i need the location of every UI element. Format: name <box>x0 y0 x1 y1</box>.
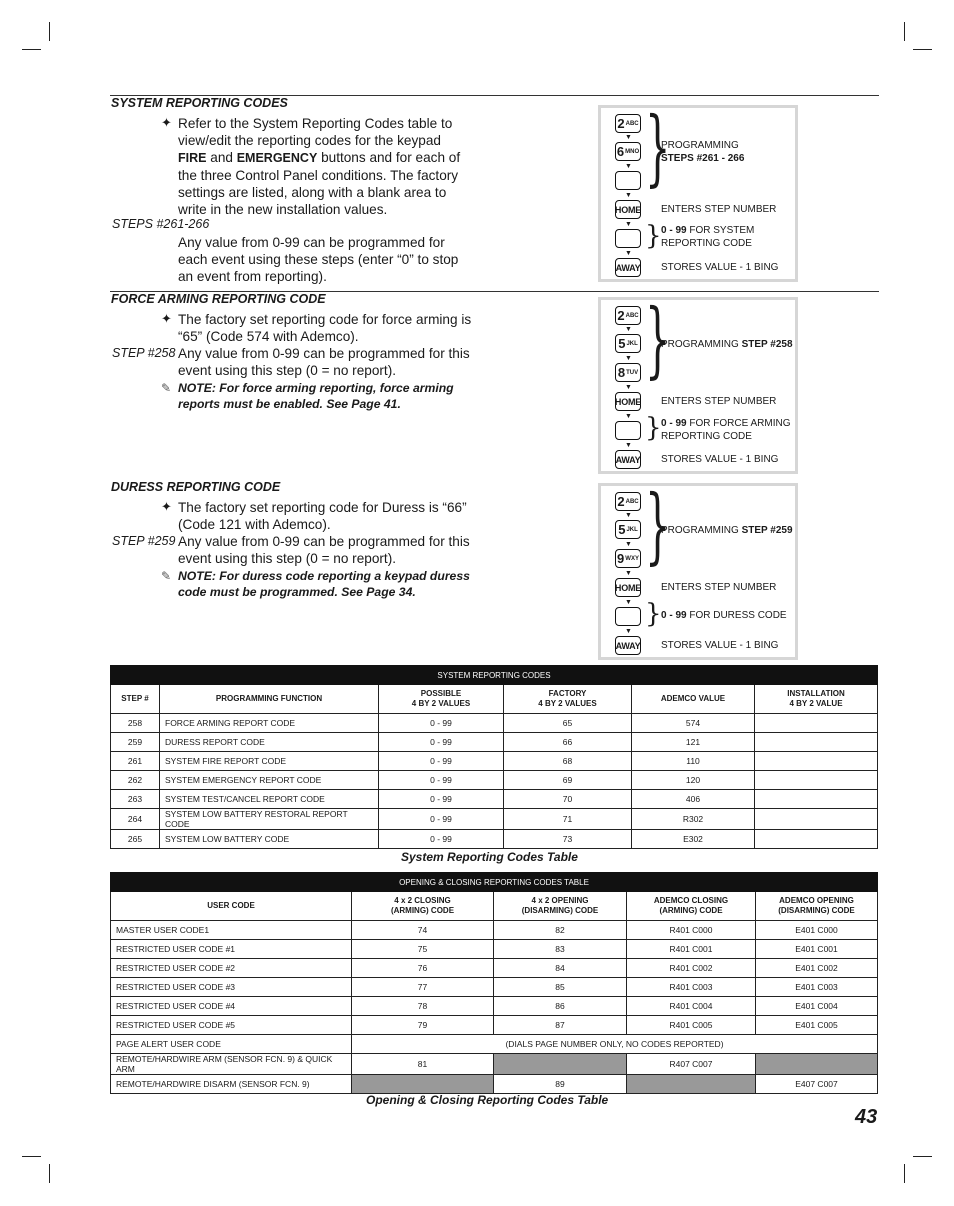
programming-label: PROGRAMMING STEP #259 <box>661 525 793 536</box>
table-cell: 261 <box>111 752 160 771</box>
table-cell: R302 <box>632 809 755 830</box>
star-bullet-icon: ✦ <box>161 115 172 130</box>
table-title: OPENING & CLOSING REPORTING CODES TABLE <box>111 873 878 892</box>
column-header: POSSIBLE 4 BY 2 VALUES <box>379 685 504 714</box>
crop-mark <box>904 22 905 41</box>
duress-note: NOTE: For duress code reporting a keypad duress code must be programmed. See Page 34. <box>178 569 470 599</box>
blank-key-icon <box>615 421 641 440</box>
keypad-sequence-box <box>598 101 798 282</box>
away-key-icon: AWAY <box>615 258 641 277</box>
step-label: STEP #259 <box>112 534 176 548</box>
table-cell: 258 <box>111 714 160 733</box>
range-label: 0 - 99 FOR SYSTEM REPORTING CODE <box>661 225 755 249</box>
table-cell: 262 <box>111 771 160 790</box>
table-cell: E401 C005 <box>756 1016 878 1035</box>
down-arrow-icon: ▼ <box>625 442 632 449</box>
table-row <box>111 752 878 771</box>
table-cell: 86 <box>494 997 627 1016</box>
key-2-icon: 2 ABC <box>615 306 641 325</box>
system-paragraph-2: Any value from 0-99 can be programmed for each event using these steps (enter “0” to stop an event from reporting). <box>178 235 459 284</box>
column-header: ADEMCO CLOSING (ARMING) CODE <box>627 892 756 921</box>
down-arrow-icon: ▼ <box>625 221 632 228</box>
stores-label: STORES VALUE - 1 BING <box>661 640 779 651</box>
table-cell: 76 <box>352 959 494 978</box>
table-cell: 84 <box>494 959 627 978</box>
table-cell: R401 C005 <box>627 1016 756 1035</box>
table-cell: 264 <box>111 809 160 830</box>
table-cell: 263 <box>111 790 160 809</box>
table-row <box>111 997 878 1016</box>
crop-mark <box>904 1164 905 1183</box>
table-title: SYSTEM REPORTING CODES <box>111 666 878 685</box>
table-cell: R401 C004 <box>627 997 756 1016</box>
table-cell: RESTRICTED USER CODE #1 <box>111 940 352 959</box>
range-label: 0 - 99 FOR FORCE ARMING REPORTING CODE <box>661 418 791 442</box>
brace-icon: } <box>645 101 671 197</box>
down-arrow-icon: ▼ <box>625 384 632 391</box>
table-cell: 65 <box>504 714 632 733</box>
stores-label: STORES VALUE - 1 BING <box>661 454 779 465</box>
crop-mark <box>913 1156 932 1157</box>
section-title-system: SYSTEM REPORTING CODES <box>111 96 288 110</box>
table-cell: R401 C003 <box>627 978 756 997</box>
table-cell <box>755 830 878 849</box>
table-cell: R401 C002 <box>627 959 756 978</box>
home-key-icon: HOME <box>615 392 641 411</box>
table-cell: E401 C001 <box>756 940 878 959</box>
system-paragraph-1: Refer to the System Reporting Codes table to view/edit the reporting codes for the keypad FIRE and EMERGENCY buttons and for each of the three Control Panel conditions. The factory settings are listed, along with a blank area to write in the new installation values. <box>178 116 461 217</box>
home-key-icon: HOME <box>615 578 641 597</box>
table-cell: R401 C000 <box>627 921 756 940</box>
column-header: USER CODE <box>111 892 352 921</box>
away-key-icon: AWAY <box>615 450 641 469</box>
duress-paragraph-1: The factory set reporting code for Duress is “66” (Code 121 with Ademco). <box>178 500 467 532</box>
programming-label: PROGRAMMING STEPS #261 - 266 <box>661 140 745 164</box>
programming-label: PROGRAMMING STEP #258 <box>661 339 793 350</box>
table-row <box>111 733 878 752</box>
brace-icon: } <box>645 221 662 251</box>
table-cell: 89 <box>494 1075 627 1094</box>
key-5-icon: 5 JKL <box>615 520 641 539</box>
table-cell: SYSTEM EMERGENCY REPORT CODE <box>160 771 379 790</box>
duress-paragraph-2: Any value from 0-99 can be programmed for this event using this step (0 = no report). <box>178 534 470 566</box>
table-cell: 406 <box>632 790 755 809</box>
table-cell: MASTER USER CODE1 <box>111 921 352 940</box>
table-cell: SYSTEM LOW BATTERY CODE <box>160 830 379 849</box>
table-header-row <box>111 685 878 714</box>
table-cell: 0 - 99 <box>379 809 504 830</box>
table-cell: SYSTEM TEST/CANCEL REPORT CODE <box>160 790 379 809</box>
table-cell: SYSTEM LOW BATTERY RESTORAL REPORT CODE <box>160 809 379 830</box>
table-cell: REMOTE/HARDWIRE ARM (SENSOR FCN. 9) & QUICK ARM <box>111 1054 352 1075</box>
table-cell: 73 <box>504 830 632 849</box>
table-cell <box>755 790 878 809</box>
brace-icon: } <box>645 599 662 629</box>
section-title-force: FORCE ARMING REPORTING CODE <box>111 292 326 306</box>
table-cell: E401 C003 <box>756 978 878 997</box>
blank-key-icon <box>615 607 641 626</box>
key-2-icon: 2 ABC <box>615 492 641 511</box>
column-header: 4 x 2 CLOSING (ARMING) CODE <box>352 892 494 921</box>
table-cell: 0 - 99 <box>379 830 504 849</box>
enters-label: ENTERS STEP NUMBER <box>661 396 777 407</box>
crop-mark <box>49 1164 50 1183</box>
table-cell: 0 - 99 <box>379 733 504 752</box>
column-header: INSTALLATION 4 BY 2 VALUE <box>755 685 878 714</box>
down-arrow-icon: ▼ <box>625 413 632 420</box>
key-8-icon: 8 TUV <box>615 363 641 382</box>
keypad-sequence-box <box>598 479 798 660</box>
down-arrow-icon: ▼ <box>625 512 632 519</box>
table-cell: 85 <box>494 978 627 997</box>
table-cell <box>755 714 878 733</box>
table-cell: 265 <box>111 830 160 849</box>
table-cell: 77 <box>352 978 494 997</box>
table-cell: 110 <box>632 752 755 771</box>
table-cell: PAGE ALERT USER CODE <box>111 1035 352 1054</box>
table-row <box>111 714 878 733</box>
table-cell: 121 <box>632 733 755 752</box>
down-arrow-icon: ▼ <box>625 599 632 606</box>
table-cell: 120 <box>632 771 755 790</box>
force-note: NOTE: For force arming reporting, force arming reports must be enabled. See Page 41. <box>178 381 454 411</box>
table-cell: E401 C000 <box>756 921 878 940</box>
table-cell: 78 <box>352 997 494 1016</box>
table-row <box>111 1054 878 1075</box>
table-cell: 0 - 99 <box>379 714 504 733</box>
column-header: ADEMCO OPENING (DISARMING) CODE <box>756 892 878 921</box>
table-cell: E407 C007 <box>756 1075 878 1094</box>
star-bullet-icon: ✦ <box>161 311 172 326</box>
table-cell: (DIALS PAGE NUMBER ONLY, NO CODES REPORTED) <box>352 1035 878 1054</box>
table-cell: RESTRICTED USER CODE #5 <box>111 1016 352 1035</box>
column-header: PROGRAMMING FUNCTION <box>160 685 379 714</box>
key-6-icon: 6 MNO <box>616 144 640 159</box>
home-key-icon: HOME <box>615 200 641 219</box>
table-cell: 66 <box>504 733 632 752</box>
column-header: FACTORY 4 BY 2 VALUES <box>504 685 632 714</box>
shaded-cell <box>494 1054 627 1075</box>
table-row <box>111 1016 878 1035</box>
table-header-row <box>111 892 878 921</box>
table-cell: RESTRICTED USER CODE #3 <box>111 978 352 997</box>
table-cell: 0 - 99 <box>379 771 504 790</box>
table-row <box>111 790 878 809</box>
step-label: STEP #258 <box>112 346 176 360</box>
section-title-duress: DURESS REPORTING CODE <box>111 480 281 494</box>
table-row <box>111 830 878 849</box>
table-caption: System Reporting Codes Table <box>401 850 578 864</box>
table-cell: E302 <box>632 830 755 849</box>
keypad-sequence-box <box>598 293 798 474</box>
down-arrow-icon: ▼ <box>625 355 632 362</box>
enters-label: ENTERS STEP NUMBER <box>661 204 777 215</box>
down-arrow-icon: ▼ <box>625 134 632 141</box>
table-row <box>111 1075 878 1094</box>
table-cell: REMOTE/HARDWIRE DISARM (SENSOR FCN. 9) <box>111 1075 352 1094</box>
table-cell <box>755 733 878 752</box>
table-cell: 0 - 99 <box>379 752 504 771</box>
table-cell <box>755 752 878 771</box>
table-cell: 75 <box>352 940 494 959</box>
table-cell: 71 <box>504 809 632 830</box>
crop-mark <box>913 49 932 50</box>
table-cell: 83 <box>494 940 627 959</box>
shaded-cell <box>352 1075 494 1094</box>
crop-mark <box>22 49 41 50</box>
table-row <box>111 771 878 790</box>
table-caption: Opening & Closing Reporting Codes Table <box>366 1093 609 1107</box>
key-9-icon: 9 WXY <box>615 549 641 568</box>
table-cell: 79 <box>352 1016 494 1035</box>
table-row <box>111 921 878 940</box>
down-arrow-icon: ▼ <box>625 541 632 548</box>
down-arrow-icon: ▼ <box>625 250 632 257</box>
steps-label: STEPS #261-266 <box>112 217 210 231</box>
down-arrow-icon: ▼ <box>625 192 632 199</box>
table-cell: E401 C004 <box>756 997 878 1016</box>
table-cell: 68 <box>504 752 632 771</box>
table-row <box>111 959 878 978</box>
enters-label: ENTERS STEP NUMBER <box>661 582 777 593</box>
table-cell: 87 <box>494 1016 627 1035</box>
brace-icon: } <box>645 293 671 389</box>
pencil-icon: ✎ <box>161 381 172 395</box>
shaded-cell <box>756 1054 878 1075</box>
table-row <box>111 940 878 959</box>
blank-key-icon <box>615 171 641 190</box>
column-header: 4 x 2 OPENING (DISARMING) CODE <box>494 892 627 921</box>
table-row <box>111 809 878 830</box>
table-cell: 69 <box>504 771 632 790</box>
table-cell: 81 <box>352 1054 494 1075</box>
table-cell: 259 <box>111 733 160 752</box>
brace-icon: } <box>645 479 671 575</box>
system-reporting-codes-table <box>110 665 878 849</box>
table-cell: R401 C001 <box>627 940 756 959</box>
crop-mark <box>49 22 50 41</box>
down-arrow-icon: ▼ <box>625 163 632 170</box>
star-bullet-icon: ✦ <box>161 499 172 514</box>
page-number: 43 <box>855 1106 878 1128</box>
down-arrow-icon: ▼ <box>625 628 632 635</box>
stores-label: STORES VALUE - 1 BING <box>661 262 779 273</box>
table-cell: RESTRICTED USER CODE #4 <box>111 997 352 1016</box>
table-cell: 70 <box>504 790 632 809</box>
range-label: 0 - 99 FOR DURESS CODE <box>661 610 787 621</box>
blank-key-icon <box>615 229 641 248</box>
table-cell: FORCE ARMING REPORT CODE <box>160 714 379 733</box>
table-cell: 0 - 99 <box>379 790 504 809</box>
brace-icon: } <box>645 413 662 443</box>
table-row <box>111 978 878 997</box>
table-cell: RESTRICTED USER CODE #2 <box>111 959 352 978</box>
force-paragraph-2: Any value from 0-99 can be programmed for this event using this step (0 = no report). <box>178 346 470 378</box>
down-arrow-icon: ▼ <box>625 326 632 333</box>
key-2-icon: 2 ABC <box>615 114 641 133</box>
shaded-cell <box>627 1075 756 1094</box>
force-paragraph-1: The factory set reporting code for force arming is “65” (Code 574 with Ademco). <box>178 312 472 344</box>
table-cell: 74 <box>352 921 494 940</box>
table-cell: 574 <box>632 714 755 733</box>
column-header: ADEMCO VALUE <box>632 685 755 714</box>
table-row <box>111 1035 878 1054</box>
table-cell: E401 C002 <box>756 959 878 978</box>
down-arrow-icon: ▼ <box>625 570 632 577</box>
key-5-icon: 5 JKL <box>615 334 641 353</box>
away-key-icon: AWAY <box>615 636 641 655</box>
table-cell <box>755 771 878 790</box>
pencil-icon: ✎ <box>161 569 172 583</box>
table-cell: R407 C007 <box>627 1054 756 1075</box>
crop-mark <box>22 1156 41 1157</box>
table-cell: DURESS REPORT CODE <box>160 733 379 752</box>
opening-closing-codes-table <box>110 872 878 1094</box>
table-cell: SYSTEM FIRE REPORT CODE <box>160 752 379 771</box>
table-cell <box>755 809 878 830</box>
column-header: STEP # <box>111 685 160 714</box>
table-cell: 82 <box>494 921 627 940</box>
